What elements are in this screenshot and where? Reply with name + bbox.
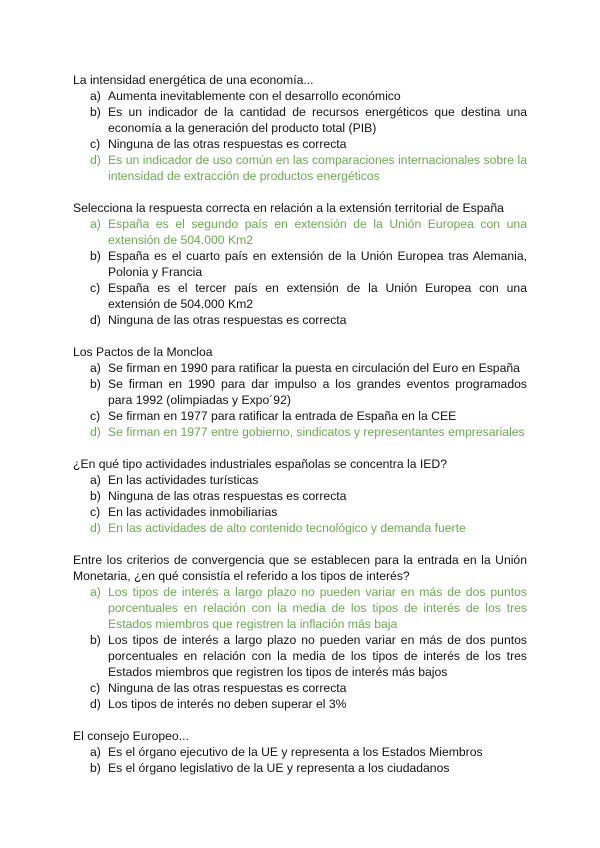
option-letter: b) <box>90 761 101 775</box>
option-letter: d) <box>90 313 101 327</box>
option-letter: d) <box>90 425 101 439</box>
option-list <box>73 472 527 536</box>
question-block <box>73 344 527 440</box>
question-block <box>73 200 527 328</box>
option-text: Es un indicador de uso común en las comparaciones internacionales sobre la intensidad de extracción de productos energéticos <box>108 153 527 183</box>
answer-option <box>73 312 527 328</box>
option-text: Es el órgano legislativo de la UE y representa a los ciudadanos <box>108 761 450 775</box>
answer-option <box>73 520 527 536</box>
question-text: El consejo Europeo... <box>73 729 189 743</box>
answer-option <box>73 584 527 632</box>
option-text: Aumenta inevitablemente con el desarrollo económico <box>108 89 401 103</box>
question-text: Selecciona la respuesta correcta en relación a la extensión territorial de España <box>73 201 504 215</box>
option-letter: c) <box>90 505 101 519</box>
option-text: Se firman en 1977 entre gobierno, sindicatos y representantes empresariales <box>108 425 525 439</box>
answer-option <box>73 360 527 376</box>
option-letter: b) <box>90 249 101 263</box>
question-block <box>73 456 527 536</box>
question-text: ¿En qué tipo actividades industriales españolas se concentra la IED? <box>73 457 447 471</box>
answer-option <box>73 376 527 408</box>
option-text: España es el tercer país en extensión de la Unión Europea con una extensión de 504.000 Km2 <box>108 281 527 311</box>
answer-option <box>73 152 527 184</box>
option-letter: d) <box>90 521 101 535</box>
option-text: Ninguna de las otras respuestas es correcta <box>108 137 347 151</box>
option-letter: b) <box>90 633 101 647</box>
option-text: España es el cuarto país en extensión de la Unión Europea tras Alemania, Polonia y Francia <box>108 249 527 279</box>
option-text: Se firman en 1977 para ratificar la entrada de España en la CEE <box>108 409 457 423</box>
option-list <box>73 360 527 440</box>
option-text: En las actividades turísticas <box>108 473 259 487</box>
option-text: Los tipos de interés a largo plazo no pueden variar en más de dos puntos porcentuales en relación con la media de los tipos de interés de los tres Estados miembros que registren la inflación más baja <box>108 585 527 631</box>
question-block <box>73 728 527 776</box>
answer-option <box>73 136 527 152</box>
answer-option <box>73 696 527 712</box>
option-letter: c) <box>90 681 101 695</box>
answer-option <box>73 104 527 136</box>
answer-option <box>73 504 527 520</box>
option-letter: d) <box>90 697 101 711</box>
option-letter: c) <box>90 409 101 423</box>
option-letter: a) <box>90 89 101 103</box>
option-list <box>73 744 527 776</box>
option-text: En las actividades de alto contenido tecnológico y demanda fuerte <box>108 521 466 535</box>
question-text: Los Pactos de la Moncloa <box>73 345 213 359</box>
answer-option <box>73 744 527 760</box>
option-text: Es un indicador de la cantidad de recursos energéticos que destina una economía a la generación del producto total (PIB) <box>108 105 527 135</box>
option-text: Se firman en 1990 para dar impulso a los grandes eventos programados para 1992 (olimpiadas y Expo´92) <box>108 377 527 407</box>
option-list <box>73 216 527 328</box>
option-text: Ninguna de las otras respuestas es correcta <box>108 313 347 327</box>
option-list <box>73 584 527 712</box>
option-letter: a) <box>90 585 101 599</box>
answer-option <box>73 280 527 312</box>
option-letter: a) <box>90 473 101 487</box>
answer-option <box>73 760 527 776</box>
option-text: Los tipos de interés a largo plazo no pueden variar en más de dos puntos porcentuales en relación con la media de los tipos de interés de los tres Estados miembros que registren los tipos de interés más bajos <box>108 633 527 679</box>
answer-option <box>73 424 527 440</box>
option-letter: a) <box>90 361 101 375</box>
question-text: La intensidad energética de una economía... <box>73 73 314 87</box>
option-text: España es el segundo país en extensión de la Unión Europea con una extensión de 504.000 Km2 <box>108 217 527 247</box>
option-text: Se firman en 1990 para ratificar la puesta en circulación del Euro en España <box>108 361 520 375</box>
option-list <box>73 88 527 184</box>
option-text: En las actividades inmobiliarias <box>108 505 278 519</box>
answer-option <box>73 680 527 696</box>
question-block <box>73 552 527 712</box>
option-letter: a) <box>90 217 101 231</box>
answer-option <box>73 632 527 680</box>
option-letter: c) <box>90 137 101 151</box>
option-text: Ninguna de las otras respuestas es correcta <box>108 489 347 503</box>
option-letter: b) <box>90 489 101 503</box>
answer-option <box>73 408 527 424</box>
question-block <box>73 72 527 184</box>
answer-option <box>73 88 527 104</box>
answer-option <box>73 216 527 248</box>
answer-option <box>73 472 527 488</box>
option-letter: b) <box>90 377 101 391</box>
option-text: Los tipos de interés no deben superar el 3% <box>108 697 347 711</box>
answer-option <box>73 248 527 280</box>
option-letter: d) <box>90 153 101 167</box>
question-text: Entre los criterios de convergencia que se establecen para la entrada en la Unión Monetaria, ¿en qué consistía el referido a los tipos de interés? <box>73 553 527 583</box>
answer-option <box>73 488 527 504</box>
option-letter: b) <box>90 105 101 119</box>
option-text: Ninguna de las otras respuestas es correcta <box>108 681 347 695</box>
option-letter: a) <box>90 745 101 759</box>
question-list <box>73 72 527 792</box>
option-text: Es el órgano ejecutivo de la UE y representa a los Estados Miembros <box>108 745 483 759</box>
option-letter: c) <box>90 281 101 295</box>
